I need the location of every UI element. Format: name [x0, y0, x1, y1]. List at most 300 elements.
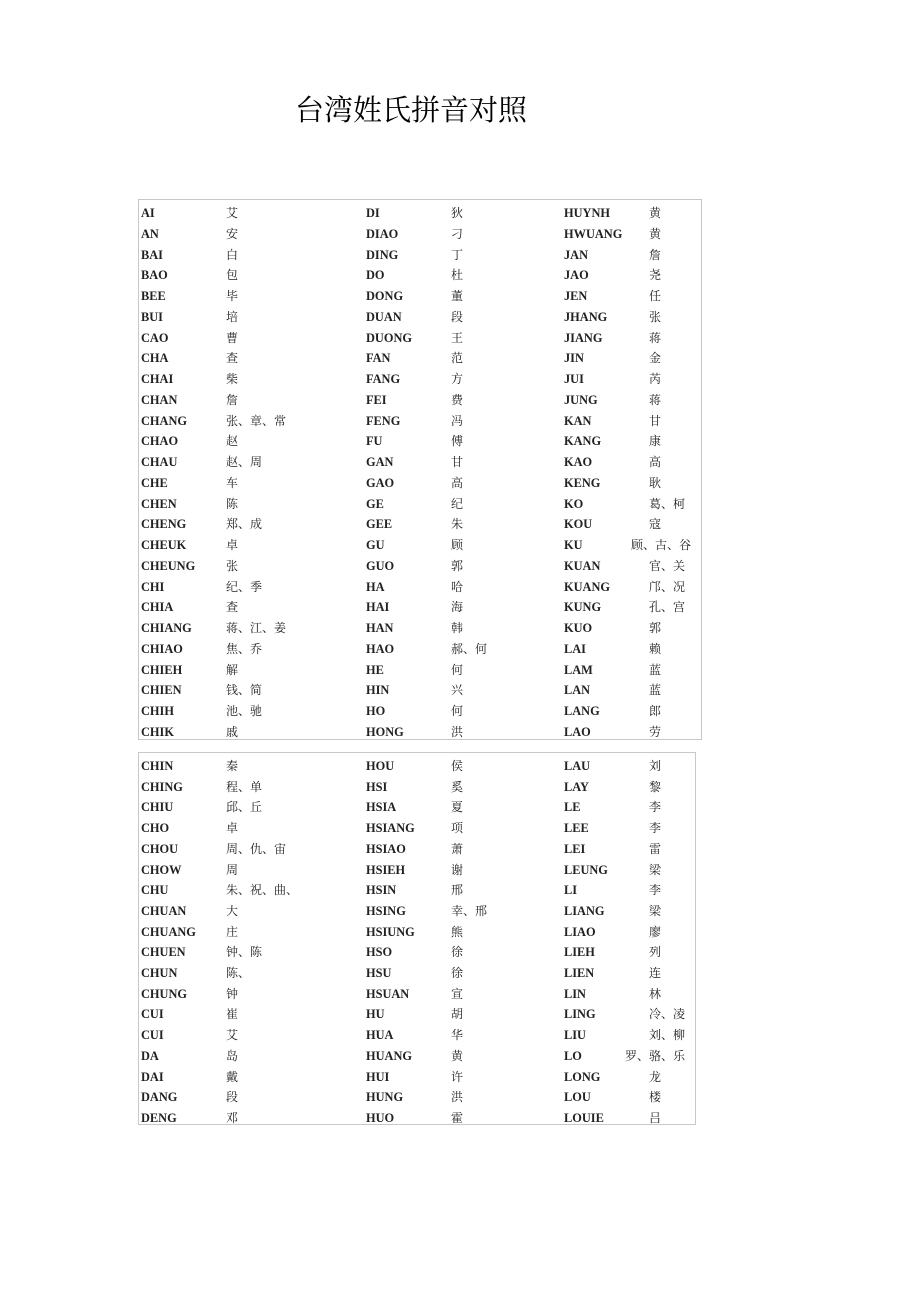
- surname-3: 吕: [649, 1110, 662, 1125]
- surname-1: 程、单: [226, 779, 263, 794]
- surname-3: 蒋: [649, 392, 662, 407]
- surname-3: 詹: [649, 247, 662, 262]
- pinyin-1: CHAN: [141, 391, 178, 407]
- surname-1: 邓: [226, 1110, 239, 1125]
- pinyin-3: LAU: [564, 758, 591, 773]
- pinyin-3: LEI: [564, 840, 586, 856]
- pinyin-2: HOU: [366, 758, 395, 773]
- pinyin-1: DANG: [141, 1089, 178, 1105]
- pinyin-1: CUI: [141, 1006, 164, 1022]
- pinyin-1: AN: [141, 225, 159, 241]
- surname-1: 白: [226, 247, 239, 262]
- pinyin-3: LO: [564, 1047, 582, 1063]
- pinyin-2: FAN: [366, 350, 391, 366]
- pinyin-1: CHE: [141, 474, 168, 490]
- pinyin-3: KUO: [564, 620, 593, 635]
- table-row: [139, 901, 695, 921]
- pinyin-1: CHENG: [141, 516, 187, 532]
- pinyin-1: CHIEN: [141, 682, 182, 698]
- pinyin-2: HSING: [366, 902, 406, 918]
- pinyin-2: DONG: [366, 288, 404, 303]
- pinyin-3: JIN: [564, 350, 584, 366]
- surname-1: 崔: [226, 1007, 239, 1022]
- surname-3: 任: [649, 289, 662, 303]
- surname-1: 查: [226, 600, 239, 615]
- pinyin-3: KO: [564, 495, 584, 511]
- surname-1: 蒋、江、姜: [226, 621, 287, 635]
- surname-3: 李: [649, 800, 662, 815]
- surname-2: 王: [451, 330, 464, 345]
- table-row: [139, 328, 701, 348]
- surname-3: 林: [649, 986, 662, 1001]
- surname-2: 甘: [451, 455, 464, 469]
- pinyin-1: CHUNG: [141, 985, 187, 1001]
- surname-2: 徐: [451, 945, 464, 960]
- pinyin-2: GAO: [366, 474, 395, 490]
- pinyin-2: DIAO: [366, 225, 399, 241]
- surname-1: 安: [226, 226, 239, 241]
- surname-2: 方: [451, 372, 464, 386]
- pinyin-2: HAI: [366, 599, 390, 615]
- pinyin-2: HSU: [366, 965, 392, 980]
- surname-1: 秦: [226, 759, 239, 773]
- table-row: [139, 1087, 695, 1107]
- surname-1: 詹: [226, 392, 239, 407]
- surname-2: 费: [451, 392, 464, 407]
- surname-2: 顾: [451, 538, 464, 552]
- pinyin-3: LEE: [564, 820, 589, 836]
- surname-3: 梁: [649, 903, 662, 918]
- surname-3: 赖: [649, 641, 662, 656]
- pinyin-2: DUAN: [366, 308, 402, 324]
- pinyin-1: CHIK: [141, 723, 174, 739]
- pinyin-2: HSIN: [366, 882, 397, 898]
- table-row: [139, 245, 701, 265]
- surname-3: 寇: [649, 517, 662, 532]
- pinyin-2: HIN: [366, 682, 390, 698]
- pinyin-3: JHANG: [564, 308, 608, 324]
- surname-3: 梁: [649, 862, 662, 877]
- surname-1: 卓: [226, 821, 239, 836]
- pinyin-1: CHAI: [141, 371, 174, 386]
- surname-2: 狄: [451, 206, 464, 220]
- pinyin-2: DO: [366, 267, 385, 283]
- table-row: [139, 224, 701, 244]
- pinyin-3: LIU: [564, 1027, 586, 1043]
- table-row: [139, 348, 701, 368]
- surname-2: 宣: [451, 986, 464, 1001]
- surname-2: 黄: [451, 1048, 464, 1063]
- pinyin-3: LAM: [564, 661, 593, 677]
- table-row: [139, 556, 701, 576]
- table-row: [139, 597, 701, 617]
- surname-2: 侯: [451, 759, 464, 773]
- pinyin-1: CHEUK: [141, 537, 187, 552]
- pinyin-2: GE: [366, 495, 384, 511]
- table-row: [139, 1067, 695, 1087]
- surname-1: 张: [226, 558, 239, 573]
- pinyin-1: BAI: [141, 246, 163, 262]
- surname-2: 幸、邢: [451, 903, 488, 918]
- surname-3: 顾、古、谷: [630, 538, 691, 552]
- surname-1: 岛: [226, 1048, 239, 1063]
- surname-1: 周: [226, 862, 239, 877]
- surname-3: 雷: [649, 841, 662, 856]
- pinyin-2: FU: [366, 433, 383, 449]
- pinyin-2: HAN: [366, 620, 394, 635]
- pinyin-2: GAN: [366, 454, 394, 469]
- pinyin-3: KUNG: [564, 599, 602, 615]
- surname-3: 刘: [649, 759, 662, 773]
- pinyin-3: LAI: [564, 640, 586, 656]
- surname-2: 哈: [451, 579, 464, 594]
- table-row: [139, 1108, 695, 1128]
- surname-2: 纪: [451, 496, 464, 511]
- table-row: [139, 963, 695, 983]
- pinyin-1: CHEUNG: [141, 557, 196, 573]
- surname-1: 培: [226, 309, 239, 324]
- table-row: [139, 265, 701, 285]
- surname-2: 项: [451, 821, 464, 836]
- pinyin-2: GEE: [366, 516, 393, 532]
- surname-1: 陈、: [226, 966, 251, 980]
- pinyin-1: CHIU: [141, 799, 174, 815]
- table-row: [139, 473, 701, 493]
- surname-2: 韩: [451, 621, 464, 635]
- surname-3: 李: [649, 883, 662, 898]
- surname-3: 李: [649, 821, 662, 836]
- pinyin-2: HSIUNG: [366, 923, 415, 939]
- pinyin-1: CHA: [141, 350, 169, 366]
- surname-2: 何: [451, 662, 464, 677]
- surname-1: 段: [226, 1090, 239, 1105]
- pinyin-1: CHUEN: [141, 944, 186, 960]
- surname-1: 查: [226, 351, 239, 366]
- surname-3: 尧: [649, 268, 662, 283]
- surname-1: 郑、成: [226, 517, 263, 532]
- table-row: [139, 660, 701, 680]
- surname-2: 董: [451, 289, 464, 303]
- pinyin-3: LI: [564, 882, 578, 898]
- table-row: [139, 1025, 695, 1045]
- pinyin-3: KOU: [564, 516, 593, 532]
- pinyin-1: DA: [141, 1047, 159, 1063]
- pinyin-2: HSIA: [366, 799, 397, 815]
- pinyin-1: CHUANG: [141, 923, 196, 939]
- pinyin-1: CAO: [141, 329, 169, 345]
- surname-2: 谢: [451, 862, 464, 877]
- table-row: [139, 880, 695, 900]
- pinyin-2: FENG: [366, 412, 401, 428]
- pinyin-1: CHANG: [141, 412, 187, 428]
- surname-2: 萧: [451, 841, 464, 856]
- surname-3: 廖: [649, 924, 662, 939]
- surname-1: 焦、乔: [226, 641, 263, 656]
- pinyin-3: HWUANG: [564, 225, 623, 241]
- pinyin-2: HUI: [366, 1068, 390, 1084]
- table-row: [139, 1046, 695, 1066]
- surname-2: 冯: [451, 413, 464, 428]
- surname-2: 夏: [451, 800, 464, 815]
- pinyin-2: HU: [366, 1006, 385, 1022]
- pinyin-1: AI: [141, 205, 155, 220]
- table-row: [139, 839, 695, 859]
- pinyin-2: HUANG: [366, 1047, 412, 1063]
- surname-2: 洪: [451, 1090, 464, 1105]
- surname-2: 段: [451, 309, 464, 324]
- surname-2: 刁: [451, 226, 464, 241]
- table-row: [139, 701, 701, 721]
- pinyin-1: CHIA: [141, 599, 174, 615]
- pinyin-3: LOUIE: [564, 1109, 604, 1125]
- surname-3: 蓝: [649, 662, 662, 677]
- surname-2: 杜: [451, 268, 464, 283]
- surname-3: 邝、况: [649, 579, 686, 594]
- surname-2: 熊: [451, 924, 464, 939]
- surname-3: 列: [649, 945, 662, 960]
- surname-1: 庄: [226, 924, 239, 939]
- table-row: [139, 942, 695, 962]
- pinyin-3: LIAO: [564, 923, 596, 939]
- surname-3: 郭: [649, 621, 662, 635]
- pinyin-2: HAO: [366, 640, 395, 656]
- table-row: [139, 722, 701, 742]
- pinyin-3: LIEN: [564, 965, 595, 980]
- pinyin-3: JUNG: [564, 391, 598, 407]
- pinyin-2: GUO: [366, 557, 395, 573]
- surname-1: 张、章、常: [226, 413, 287, 428]
- pinyin-1: BUI: [141, 308, 163, 324]
- surname-2: 华: [451, 1028, 464, 1043]
- table-row: [139, 639, 701, 659]
- surname-2: 丁: [451, 247, 464, 262]
- pinyin-1: CHUAN: [141, 902, 187, 918]
- pinyin-3: LIN: [564, 985, 586, 1001]
- table-row: [139, 922, 695, 942]
- pinyin-2: HUA: [366, 1027, 394, 1043]
- pinyin-1: CHING: [141, 778, 183, 794]
- pinyin-1: CHI: [141, 578, 165, 594]
- surname-2: 傅: [451, 434, 464, 449]
- table-row: [139, 680, 701, 700]
- surname-2: 霍: [451, 1110, 464, 1125]
- table-row: [139, 756, 695, 776]
- surname-1: 毕: [226, 289, 239, 303]
- surname-2: 徐: [451, 966, 464, 980]
- pinyin-3: LAY: [564, 778, 589, 794]
- table-row: [139, 514, 701, 534]
- pinyin-2: HSIAO: [366, 840, 406, 856]
- table-row: [139, 797, 695, 817]
- pinyin-3: HUYNH: [564, 205, 610, 220]
- surname-3: 蒋: [649, 330, 662, 345]
- surname-3: 罗、骆、乐: [624, 1048, 685, 1063]
- surname-2: 何: [451, 704, 464, 718]
- surname-1: 邱、丘: [226, 800, 263, 815]
- pinyin-3: KENG: [564, 474, 601, 490]
- pinyin-3: LE: [564, 799, 581, 815]
- surname-1: 钟、陈: [226, 945, 263, 960]
- surname-3: 孔、宫: [649, 600, 686, 615]
- surname-1: 艾: [226, 206, 239, 220]
- surname-3: 连: [649, 966, 662, 980]
- table-row: [139, 535, 701, 555]
- pinyin-2: HUNG: [366, 1089, 404, 1105]
- surname-2: 范: [451, 351, 464, 366]
- surname-3: 官、关: [649, 558, 686, 573]
- pinyin-2: DI: [366, 205, 380, 220]
- pinyin-1: BEE: [141, 288, 166, 303]
- pinyin-1: CHU: [141, 882, 169, 898]
- pinyin-1: CHIEH: [141, 661, 183, 677]
- surname-3: 芮: [649, 372, 662, 386]
- pinyin-3: LAO: [564, 723, 591, 739]
- pinyin-1: CHIH: [141, 703, 174, 718]
- surname-2: 郭: [451, 558, 464, 573]
- surname-3: 甘: [649, 413, 662, 428]
- pinyin-1: DENG: [141, 1109, 177, 1125]
- surname-3: 郎: [649, 704, 662, 718]
- surname-1: 解: [226, 662, 239, 677]
- surname-2: 邢: [451, 883, 464, 898]
- pinyin-2: HSIANG: [366, 820, 415, 836]
- surname-1: 陈: [226, 496, 239, 511]
- surname-2: 洪: [451, 724, 464, 739]
- pinyin-1: CHIANG: [141, 620, 192, 635]
- table-row: [139, 860, 695, 880]
- pinyin-1: CUI: [141, 1027, 164, 1043]
- table-row: [139, 307, 701, 327]
- pinyin-3: LIEH: [564, 944, 595, 960]
- table-row: [139, 984, 695, 1004]
- surname-2: 胡: [451, 1007, 464, 1022]
- pinyin-3: LONG: [564, 1068, 601, 1084]
- table-row: [139, 818, 695, 838]
- pinyin-3: JUI: [564, 371, 584, 386]
- pinyin-3: JEN: [564, 288, 588, 303]
- surname-3: 张: [649, 309, 662, 324]
- pinyin-2: HSUAN: [366, 985, 410, 1001]
- surname-3: 劳: [649, 724, 662, 739]
- pinyin-1: CHOU: [141, 840, 179, 856]
- pinyin-2: HE: [366, 661, 384, 677]
- surname-1: 钱、简: [226, 683, 263, 698]
- table-row: [139, 431, 701, 451]
- pinyin-3: KAN: [564, 412, 592, 428]
- surname-1: 柴: [226, 372, 239, 386]
- surname-3: 黄: [649, 226, 662, 241]
- surname-1: 艾: [226, 1028, 239, 1043]
- surname-3: 蓝: [649, 683, 662, 698]
- surname-1: 戴: [226, 1069, 239, 1084]
- pinyin-2: FANG: [366, 371, 401, 386]
- surname-2: 许: [451, 1069, 464, 1084]
- table-row: [139, 411, 701, 431]
- table-row: [139, 390, 701, 410]
- surname-1: 周、仇、宙: [226, 841, 287, 856]
- surname-2: 高: [451, 475, 464, 490]
- pinyin-2: HSIEH: [366, 861, 406, 877]
- surname-1: 钟: [226, 986, 239, 1001]
- surname-1: 朱、祝、曲、: [226, 883, 299, 898]
- surname-1: 池、驰: [226, 704, 263, 718]
- table-row: [139, 203, 701, 223]
- surname-3: 刘、柳: [649, 1028, 686, 1043]
- surname-3: 康: [649, 434, 662, 449]
- pinyin-3: LIANG: [564, 902, 605, 918]
- pinyin-3: KANG: [564, 433, 602, 449]
- pinyin-2: HA: [366, 578, 385, 594]
- pinyin-1: CHIAO: [141, 640, 183, 656]
- pinyin-2: HONG: [366, 723, 404, 739]
- pinyin-1: DAI: [141, 1068, 164, 1084]
- surname-1: 纪、季: [226, 579, 263, 594]
- pinyin-2: HO: [366, 703, 386, 718]
- pinyin-2: DUONG: [366, 329, 412, 345]
- pinyin-2: HSI: [366, 778, 388, 794]
- surname-1: 曹: [226, 330, 239, 345]
- pinyin-1: CHEN: [141, 495, 177, 511]
- pinyin-3: JAO: [564, 267, 589, 283]
- pinyin-1: CHIN: [141, 758, 174, 773]
- table-row: [139, 494, 701, 514]
- pinyin-1: CHUN: [141, 965, 178, 980]
- pinyin-1: CHO: [141, 820, 170, 836]
- surname-3: 黎: [649, 779, 662, 794]
- pinyin-1: CHAU: [141, 454, 178, 469]
- surname-1: 戚: [226, 724, 239, 739]
- surname-1: 赵: [226, 434, 239, 449]
- surname-1: 车: [226, 475, 239, 490]
- pinyin-1: CHAO: [141, 433, 179, 449]
- document-title: 台湾姓氏拼音对照: [294, 93, 527, 127]
- pinyin-1: CHOW: [141, 861, 182, 877]
- surname-3: 耿: [649, 475, 662, 490]
- table-row: [139, 369, 701, 389]
- pinyin-3: KU: [564, 537, 583, 552]
- pinyin-2: HSO: [366, 944, 393, 960]
- surname-3: 高: [649, 455, 662, 469]
- surname-1: 赵、周: [226, 455, 263, 469]
- surname-2: 海: [451, 600, 464, 615]
- table-row: [139, 618, 701, 638]
- pinyin-3: LOU: [564, 1089, 591, 1105]
- pinyin-2: GU: [366, 537, 385, 552]
- pinyin-3: KUANG: [564, 578, 610, 594]
- table-row: [139, 1004, 695, 1024]
- surname-3: 楼: [649, 1090, 662, 1105]
- pinyin-3: JIANG: [564, 329, 603, 345]
- pinyin-3: LAN: [564, 682, 591, 698]
- table-row: [139, 286, 701, 306]
- pinyin-3: JAN: [564, 246, 589, 262]
- surname-2: 朱: [451, 517, 464, 532]
- surname-2: 郝、何: [451, 641, 488, 656]
- surname-3: 黄: [649, 206, 662, 220]
- surname-table-1: [138, 199, 702, 740]
- pinyin-2: HUO: [366, 1109, 395, 1125]
- surname-3: 龙: [649, 1069, 662, 1084]
- surname-1: 大: [226, 903, 239, 918]
- surname-table-2: [138, 752, 696, 1125]
- pinyin-1: BAO: [141, 267, 168, 283]
- surname-3: 葛、柯: [649, 496, 686, 511]
- pinyin-3: LANG: [564, 703, 600, 718]
- surname-3: 冷、凌: [649, 1007, 686, 1022]
- table-row: [139, 777, 695, 797]
- pinyin-3: LEUNG: [564, 861, 608, 877]
- table-row: [139, 577, 701, 597]
